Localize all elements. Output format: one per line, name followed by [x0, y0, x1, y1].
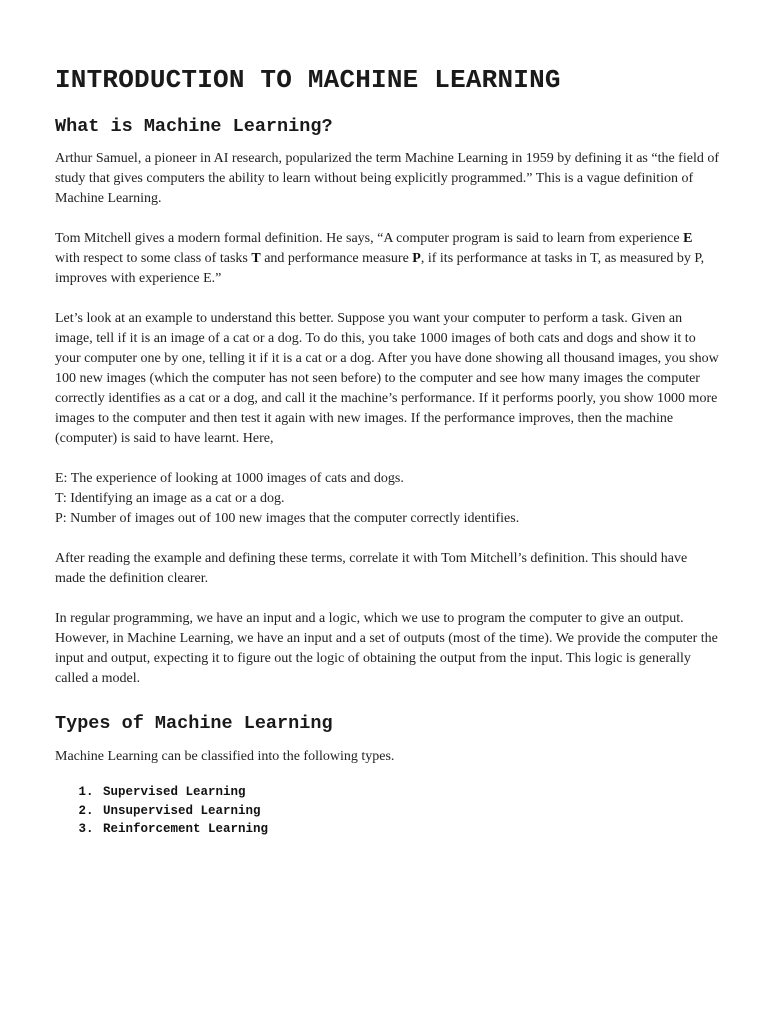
- section-heading-types: Types of Machine Learning: [55, 713, 333, 734]
- paragraph-regular-programming: In regular programming, we have an input and a logic, which we use to program the computer to give an output. However, in Machine Learning, we have an input and a set of outputs (most of the time). We provide the computer the input and output, expecting it to figure out the logic of obtaining the output from the input. This logic is generally called a model.: [55, 611, 718, 686]
- section-heading-what-is-ml: What is Machine Learning?: [55, 116, 333, 137]
- paragraph-arthur-samuel: Arthur Samuel, a pioneer in AI research, popularized the term Machine Learning in 1959 by defining it as “the field of study that gives computers the ability to learn without being explicitly programmed.” This is a vague definition of Machine Learning.: [55, 151, 720, 206]
- list-item: 1. Supervised Learning: [101, 783, 720, 802]
- bold-letter-p: P: [412, 251, 421, 266]
- tom-mitchell-text-1: Tom Mitchell gives a modern formal definition. He says, “A computer program is said to learn from experience: [55, 231, 684, 246]
- document-title: INTRODUCTION TO MACHINE LEARNING: [55, 65, 561, 95]
- bold-letter-t: T: [251, 251, 261, 266]
- paragraph-correlate: After reading the example and defining these terms, correlate it with Tom Mitchell’s definition. This should have made the definition clearer.: [55, 551, 688, 586]
- paragraph-tom-mitchell: [55, 229, 720, 289]
- tom-mitchell-text-4: , if its performance at tasks in T, as measured by P, improves with experience E.”: [55, 251, 705, 286]
- definition-experience: E: The experience of looking at 1000 images of cats and dogs.: [55, 471, 404, 486]
- tom-mitchell-text-3: and performance measure: [260, 251, 413, 266]
- document-page: [55, 62, 720, 839]
- list-item: 3. Reinforcement Learning: [101, 820, 720, 839]
- types-list: [55, 783, 720, 839]
- definition-performance: P: Number of images out of 100 new images that the computer correctly identifies.: [55, 511, 520, 526]
- paragraph-types-intro: Machine Learning can be classified into the following types.: [55, 749, 395, 764]
- list-item: 2. Unsupervised Learning: [101, 802, 720, 821]
- definition-task: T: Identifying an image as a cat or a dog.: [55, 491, 285, 506]
- paragraph-cat-dog-example: Let’s look at an example to understand this better. Suppose you want your computer to perform a task. Given an image, tell if it is an image of a cat or a dog. To do this, you take 1000 images of both cats and dogs and show it to your computer one by one, telling it if it is a cat or a dog. After you have done showing all thousand images, you show 100 new images (which the computer has not seen before) to the computer and see how many images the computer correctly identifies as a cat or a dog, and call it the machine’s performance. If it performs poorly, you show 1000 more images to the computer and then test it again with new images. If the performance improves, then the machine (computer) is said to have learnt. Here,: [55, 311, 719, 446]
- bold-letter-e: E: [683, 231, 693, 246]
- definitions-block: [55, 469, 720, 529]
- tom-mitchell-text-2: with respect to some class of tasks: [55, 251, 252, 266]
